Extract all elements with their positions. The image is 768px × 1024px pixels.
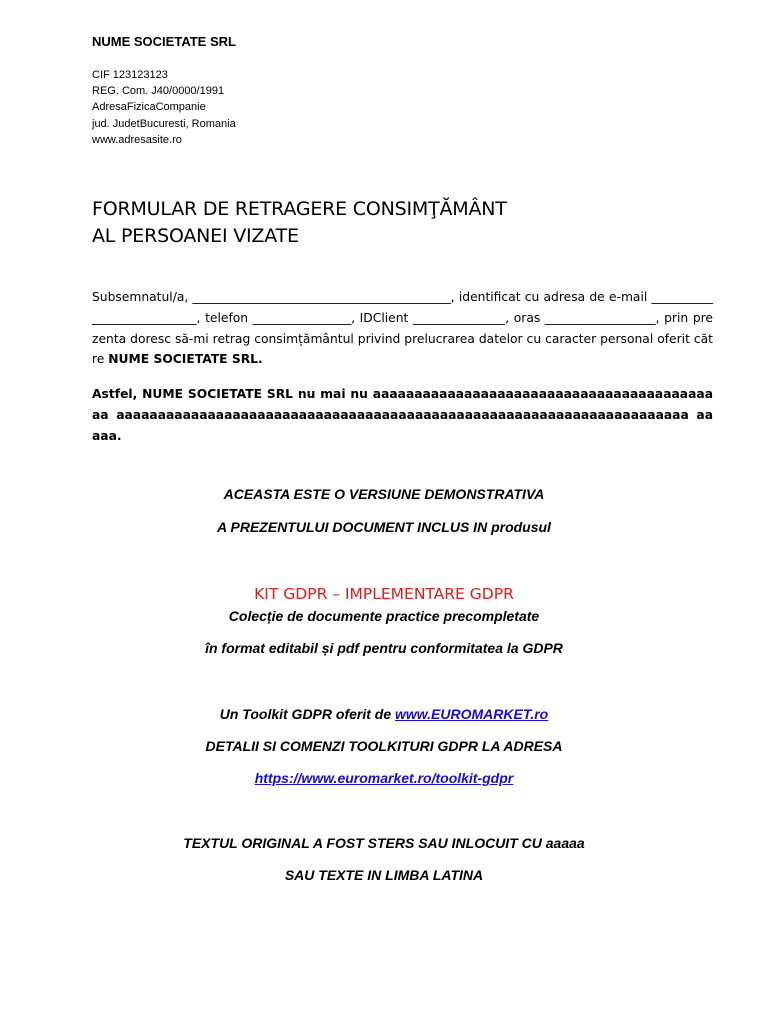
details-line: DETALII SI COMENZI TOOLKITURI GDPR LA ADRESA [205,738,563,754]
consent-company: NUME SOCIETATE SRL. [108,352,263,367]
kit-subtitle-2: în format editabil și pdf pentru conformitatea la GDPR [205,640,563,656]
company-cif: CIF 123123123 [92,69,168,81]
toolkit-gdpr-link[interactable]: https://www.euromarket.ro/toolkit-gdpr [254,770,514,786]
kit-title: KIT GDPR – IMPLEMENTARE GDPR [254,585,514,603]
form-title [92,196,507,250]
demo-notice-line-2: A PREZENTULUI DOCUMENT INCLUS IN produsul [217,519,551,535]
form-title-line-2: AL PERSOANEI VIZATE [92,225,299,247]
placeholder-paragraph: Astfel, NUME SOCIETATE SRL nu mai nu aaaaaaaaaaaaaaaaaaaaaaaaaaaaaaaaaaaaaaaaaaa aaaaaaaaaaaaaaaaaaaaaaaaaaaaaaaaaaaaaaaaaaaaaaaaaaaaaaaaaaaaaaaaaaaaa aaaaa. [92,387,713,443]
details-link-line [0,770,768,786]
company-info [92,67,236,148]
euromarket-link[interactable]: www.EUROMARKET.ro [395,706,549,722]
form-title-line-1: FORMULAR DE RETRAGERE CONSIMŢĂMÂNT [92,198,507,220]
company-county: jud. JudetBucuresti, Romania [92,117,236,130]
company-name: NUME SOCIETATE SRL [92,34,236,49]
replaced-notice-line-1: TEXTUL ORIGINAL A FOST STERS SAU INLOCUIT CU aaaaa [183,835,585,851]
consent-paragraph [92,287,713,370]
kit-subtitle-1: Colecție de documente practice precompletate [228,608,540,624]
consent-text: Subsemnatul/a, __________________________________________, identificat cu adresa de e-mail ___________________________, telefon ________________, IDClient _______________, oras __________________, prin prezenta doresc să-mi retrag consimțământul privind prelucrarea datelor cu caracter personal oferit către [92,290,713,367]
replaced-notice-line-2: SAU TEXTE IN LIMBA LATINA [284,867,484,883]
company-address: AdresaFizicaCompanie [92,101,206,114]
toolkit-prefix: Un Toolkit GDPR oferit de [219,706,396,722]
company-reg: REG. Com. J40/0000/1991 [92,85,225,98]
toolkit-line [0,706,768,722]
demo-notice-line-1: ACEASTA ESTE O VERSIUNE DEMONSTRATIVA [223,486,545,502]
company-website: www.adresasite.ro [92,133,182,146]
